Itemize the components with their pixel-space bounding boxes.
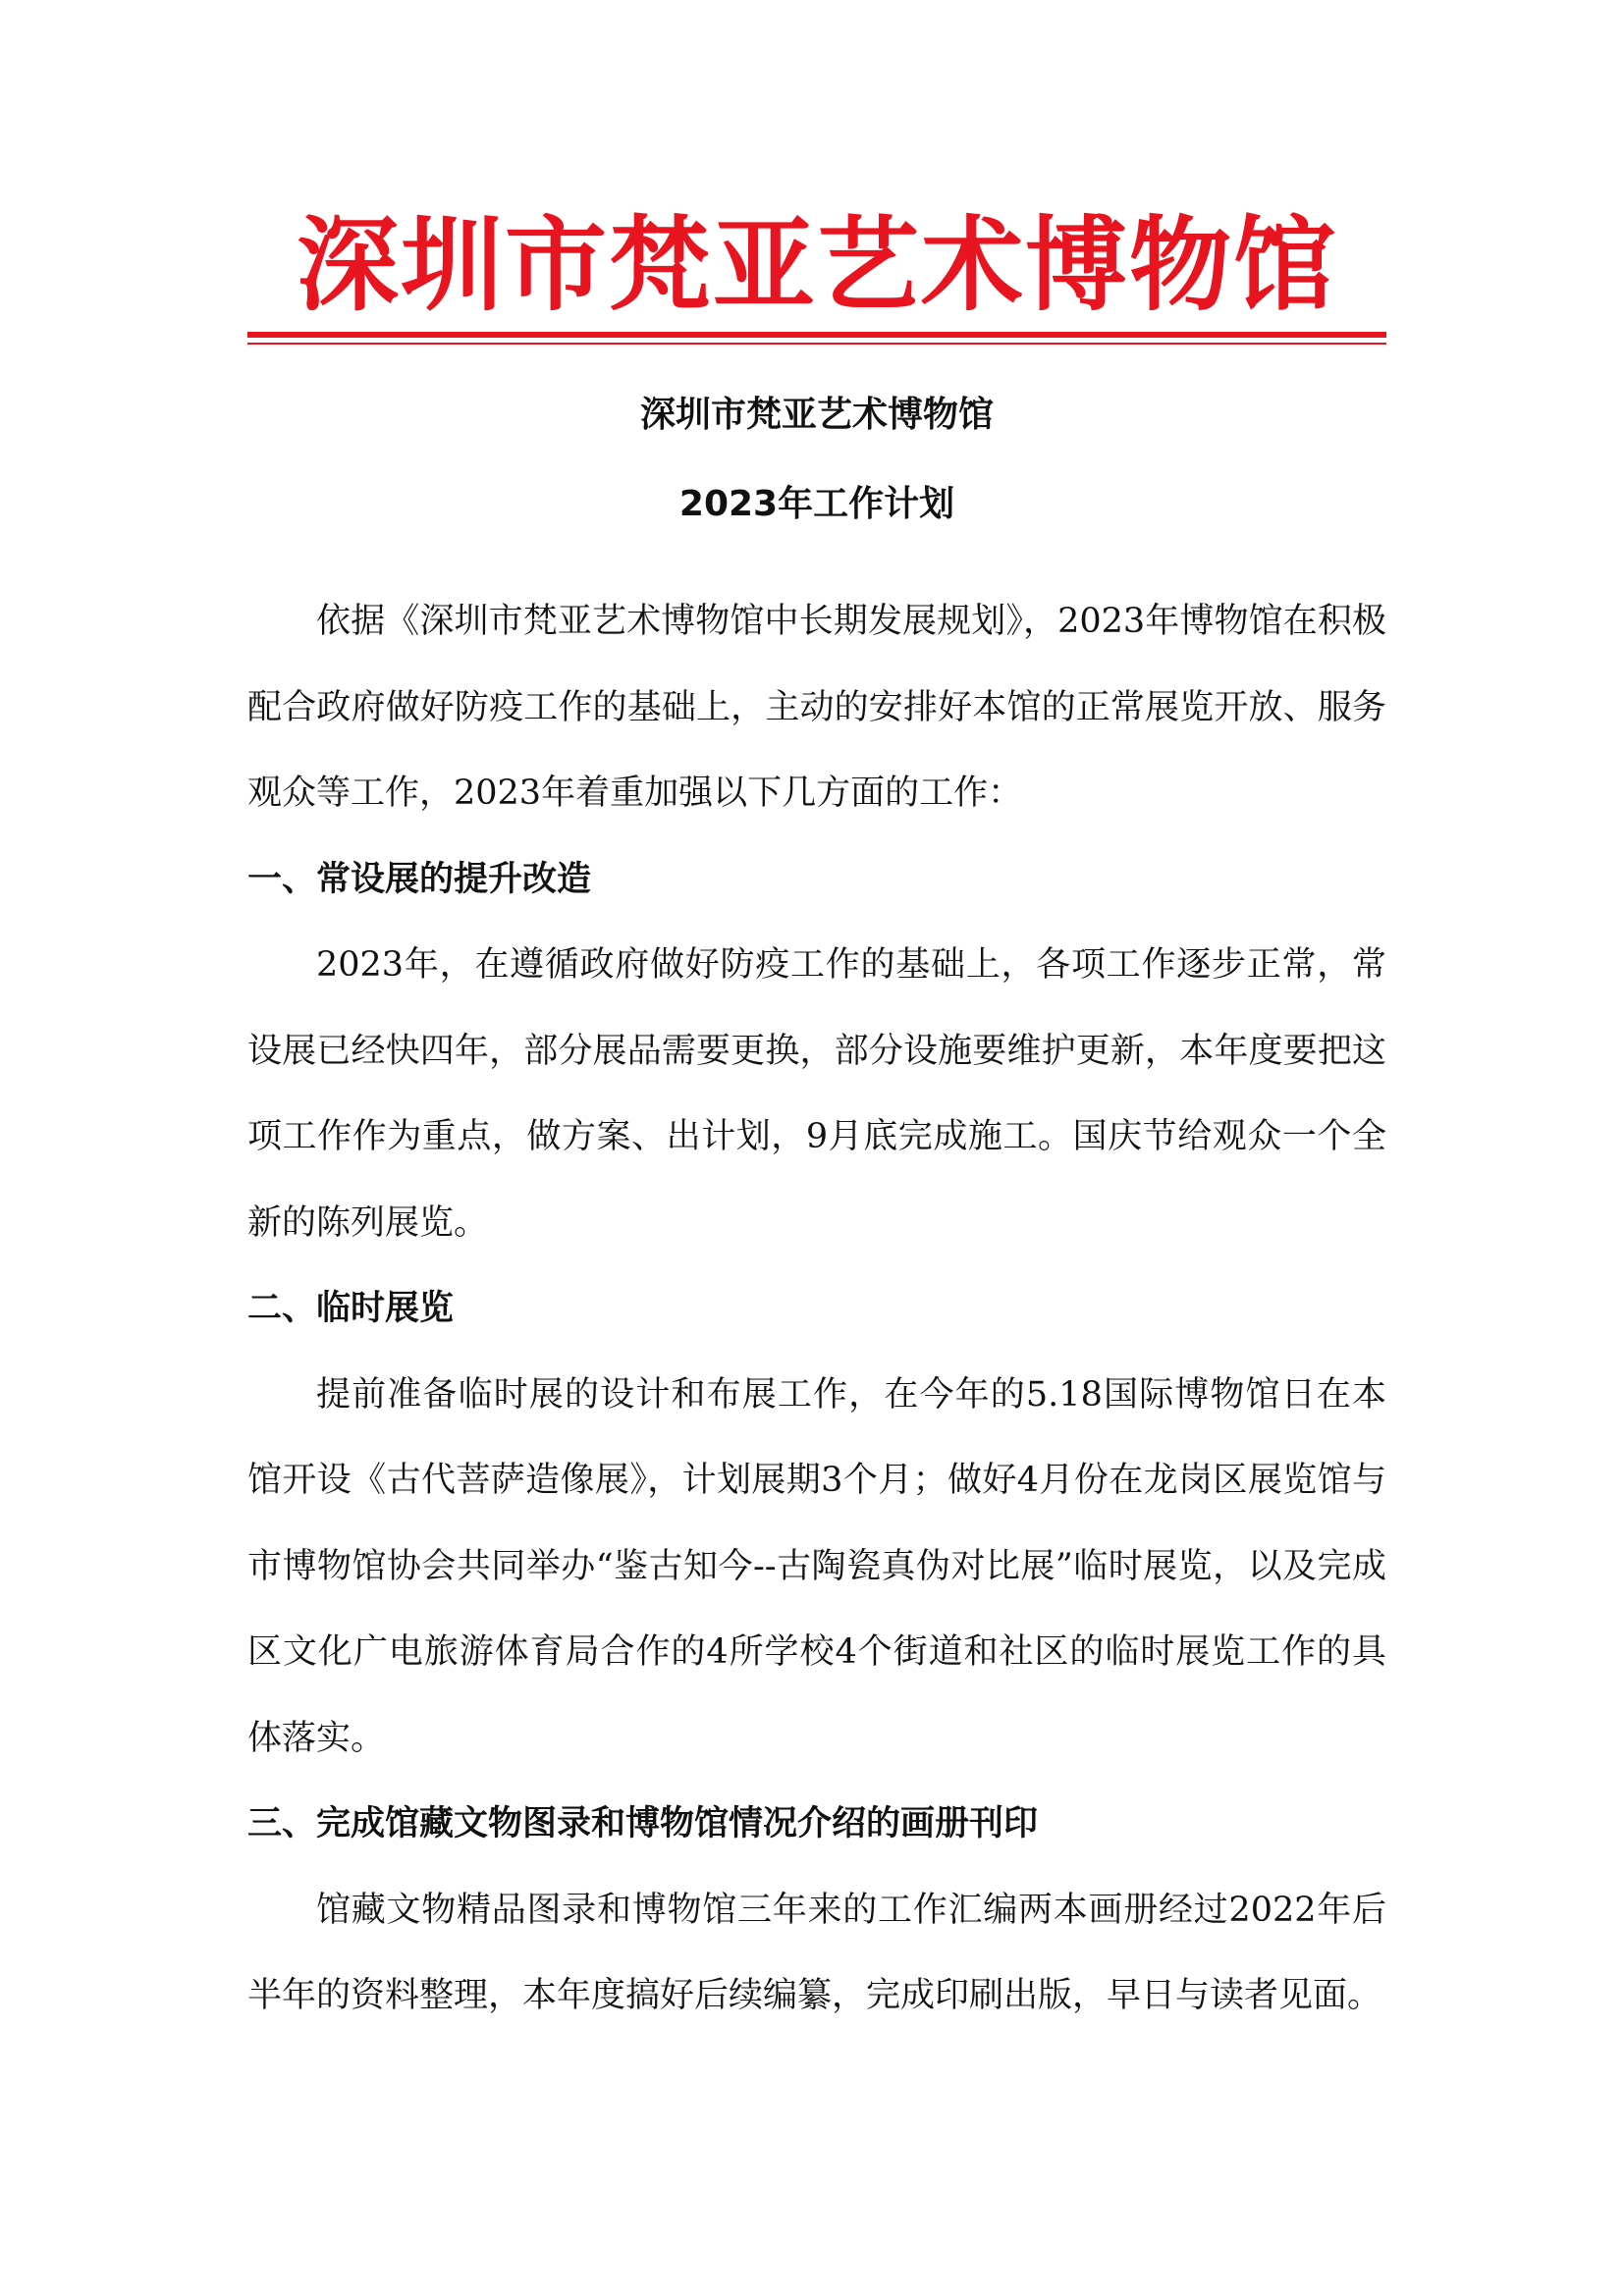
document-title-organization: 深圳市梵亚艺术博物馆 (639, 395, 994, 435)
intro-paragraph: 依据《深圳市梵亚艺术博物馆中长期发展规划》，2023年博物馆在积极配合政府做好防疫工作的基础上，主动的安排好本馆的正常展览开放、服务观众等工作，2023年着重加强以下几方面的工作： (247, 602, 1386, 813)
section-permanent-exhibition (247, 837, 1386, 1267)
document-title-plan: 2023年工作计划 (678, 484, 955, 524)
letterhead-rule-thick (247, 332, 1386, 338)
section-heading: 三、完成馆藏文物图录和博物馆情况介绍的画册刊印 (247, 1804, 1039, 1843)
letterhead-rule-thin (247, 343, 1386, 345)
section-paragraph: 提前准备临时展的设计和布展工作，在今年的5.18国际博物馆日在本馆开设《古代菩萨造像展》，计划展期3个月；做好4月份在龙岗区展览馆与市博物馆协会共同举办“鉴古知今--古陶瓷真伪对比展”临时展览，以及完成区文化广电旅游体育局合作的4所学校4个街道和社区的临时展览工作的具体落实。 (247, 1374, 1386, 1758)
section-paragraph: 馆藏文物精品图录和博物馆三年来的工作汇编两本画册经过2022年后半年的资料整理，本年度搞好后续编纂，完成印刷出版，早日与读者见面。 (247, 1890, 1386, 2015)
document-body (247, 579, 1386, 2040)
section-temporary-exhibition (247, 1266, 1386, 1782)
section-catalogue-printing (247, 1782, 1386, 2040)
letterhead-title: 深圳市梵亚艺术博物馆 (296, 204, 1337, 325)
section-heading: 二、临时展览 (247, 1289, 455, 1328)
section-paragraph: 2023年，在遵循政府做好防疫工作的基础上，各项工作逐步正常，常设展已经快四年，部分展品需要更换，部分设施要维护更新，本年度要把这项工作作为重点，做方案、出计划，9月底完成施工。国庆节给观众一个全新的陈列展览。 (247, 945, 1386, 1243)
section-heading: 一、常设展的提升改造 (247, 859, 592, 899)
